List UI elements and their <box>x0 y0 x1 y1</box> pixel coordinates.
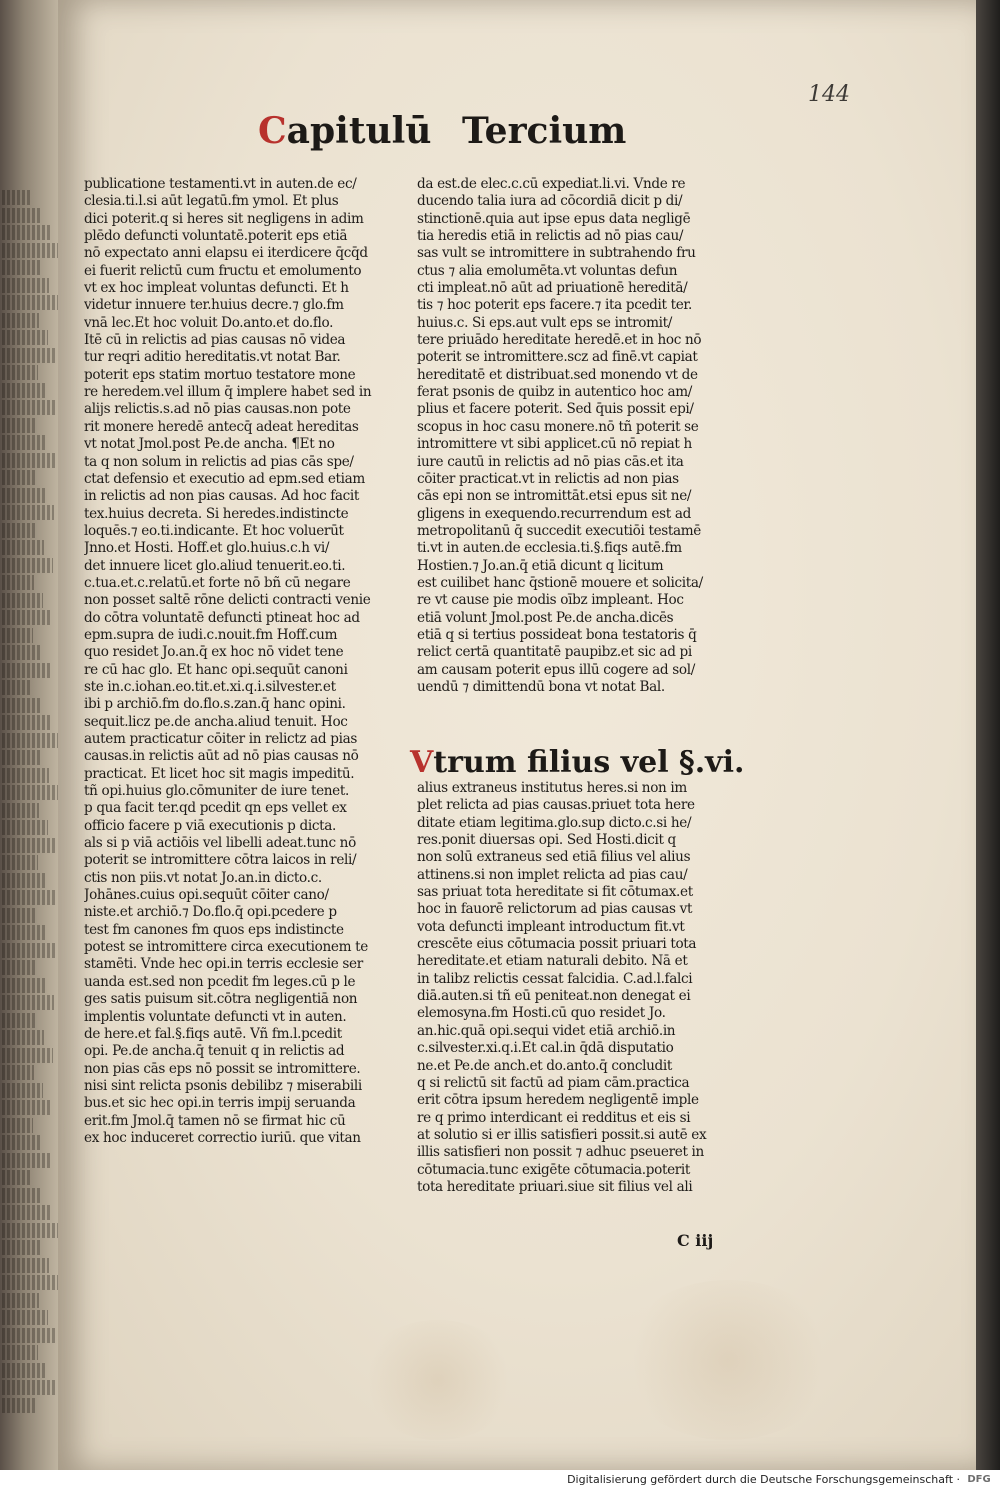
text-line: non solū extraneus sed etiā filius vel alius <box>417 849 691 866</box>
left-page-line <box>2 1118 33 1133</box>
text-line: re vt cause pie modis oībz impleant. Hoc <box>417 592 684 609</box>
text-line: Itē cū in relictis ad pias causas nō videa <box>84 332 346 349</box>
text-line: poterit se intromittere cōtra laicos in reli/ <box>84 852 357 869</box>
text-line: de here.et fal.§.fiqs autē. Vñ fm.l.pcedit <box>84 1025 342 1042</box>
folio-number: 144 <box>808 82 850 107</box>
text-line: ste in.c.iohan.eo.tit.et.xi.q.i.silvester.et <box>84 678 336 695</box>
text-line: c.silvester.xi.q.i.Et cal.in q̄dā disputatio <box>417 1040 674 1057</box>
text-line: stamēti. Vnde hec opi.in terris ecclesie ser <box>84 956 363 973</box>
text-line: clesia.ti.l.si aūt legatū.fm ymol. Et plus <box>84 193 339 210</box>
text-line: elemosyna.fm Hosti.cū quo residet Jo. <box>417 1005 666 1022</box>
left-page-line <box>2 1363 47 1378</box>
chapter-heading-right: Tercium <box>462 110 627 152</box>
left-page-line <box>2 1310 48 1325</box>
right-text-column-top <box>417 176 741 696</box>
text-line: cōtumacia.tunc exigēte cōtumacia.poterit <box>417 1161 691 1178</box>
text-line: cti impleat.nō aūt ad priuationē hereditā/ <box>417 280 688 297</box>
paper-stain <box>618 1280 838 1440</box>
left-page-line <box>2 663 51 678</box>
text-line: niste.et archiō.⁊ Do.flo.q̄ opi.pcedere p <box>84 904 337 921</box>
text-line: officio facere p viā executionis p dicta. <box>84 817 336 834</box>
text-line: est cuilibet hanc q̄stionē mouere et solicita/ <box>417 574 703 591</box>
left-page-line <box>2 1258 49 1273</box>
left-page-line <box>2 855 38 870</box>
left-page-line <box>2 943 55 958</box>
text-line: nō expectato anni elapsu ei iterdicere q̄cq̄d <box>84 245 368 262</box>
left-page-line <box>2 925 46 940</box>
text-line: opi. Pe.de ancha.q̄ tenuit q in relictis ad <box>84 1043 345 1060</box>
text-line: Johānes.cuius opi.sequūt cōiter cano/ <box>84 887 329 904</box>
chapter-heading-left-text: apitulū <box>286 110 432 152</box>
text-line: poterit eps statim mortuo testatore mone <box>84 366 356 383</box>
text-line: poterit se intromittere.scz ad finē.vt capiat <box>417 349 698 366</box>
text-line: sequit.licz pe.de ancha.aliud tenuit. Hoc <box>84 713 348 730</box>
text-line: hereditatē et distribuat.sed monendo vt de <box>417 366 698 383</box>
text-line: erit cōtra ipsum heredem negligentē imple <box>417 1092 699 1109</box>
left-page-line <box>2 715 50 730</box>
text-line: det innuere licet glo.aliud tenuerit.eo.ti. <box>84 557 346 574</box>
left-page-line <box>2 645 42 660</box>
left-page-line <box>2 575 34 590</box>
left-page-line <box>2 628 33 643</box>
left-page-line <box>2 225 50 240</box>
text-line: rit monere heredē antecq̄ adeat hereditas <box>84 418 359 435</box>
left-text-column <box>84 176 408 1147</box>
text-line: p qua facit ter.qd pcedit qn eps vellet ex <box>84 800 347 817</box>
text-line: ne.et Pe.de anch.et do.anto.q̄ concludit <box>417 1057 673 1074</box>
text-line: re q primo interdicant ei redditus et eis si <box>417 1109 691 1126</box>
left-page-line <box>2 1293 39 1308</box>
text-line: relict certā quantitatē paupibz.et sic ad pi <box>417 644 692 661</box>
left-page-line <box>2 523 35 538</box>
text-line: etiā volunt Jmol.post Pe.de ancha.dicēs <box>417 609 674 626</box>
text-line: sas vult se intromittere in subtrahendo fru <box>417 245 696 262</box>
text-line: cōiter practicat.vt in relictis ad non pias <box>417 470 679 487</box>
text-line: test fm canones fm quos eps indistincte <box>84 921 344 938</box>
left-page-line <box>2 890 56 905</box>
text-line: intromittere vt sibi applicet.cū nō repiat h <box>417 436 692 453</box>
section-heading-text: trum filius vel §.vi. <box>433 745 745 780</box>
left-page-line <box>2 680 32 695</box>
left-page-line <box>2 1188 41 1203</box>
left-page-line <box>2 1083 43 1098</box>
text-line: an.hic.quā opi.sequi videt etiā archiō.in <box>417 1022 676 1039</box>
text-line: ibi p archiō.fm do.flo.s.zan.q̄ hanc opini. <box>84 696 346 713</box>
left-page-line <box>2 400 56 415</box>
left-page-line <box>2 1205 50 1220</box>
text-line: re cū hac glo. Et hanc opi.sequūt canoni <box>84 661 348 678</box>
text-line: uanda est.sed non pcedit fm leges.cū p le <box>84 973 356 990</box>
left-page-line <box>2 1380 56 1395</box>
left-page-line <box>2 1345 38 1360</box>
left-page-line <box>2 330 48 345</box>
left-page-line <box>2 208 41 223</box>
left-page-line <box>2 190 32 205</box>
left-page-line <box>2 1328 57 1343</box>
left-page-line <box>2 1100 52 1115</box>
text-line: nisi sint relicta psonis debilibz ⁊ miserabili <box>84 1077 362 1094</box>
text-line: practicat. Et licet hoc sit magis impeditū. <box>84 765 355 782</box>
text-line: tur reqri aditio hereditatis.vt notat Bar. <box>84 349 341 366</box>
left-page-line <box>2 418 37 433</box>
text-line: ti.vt in auten.de ecclesia.ti.§.fiqs autē.fm <box>417 540 682 557</box>
text-line: iure cautū in relictis ad nō pias cās.et ita <box>417 453 684 470</box>
text-line: da est.de elec.c.cū expediat.li.vi. Vnde re <box>417 176 686 192</box>
text-line: plius et facere poterit. Sed q̄uis possit epi/ <box>417 401 694 418</box>
text-line: tota hereditate priuari.siue sit filius vel ali <box>417 1178 693 1195</box>
text-line: epm.supra de iudi.c.nouit.fm Hoff.cum <box>84 626 338 643</box>
text-line: non pias cās eps nō possit se intromittere. <box>84 1060 361 1077</box>
text-line: tis ⁊ hoc poterit eps facere.⁊ ita pcedit ter. <box>417 297 693 314</box>
left-page-line <box>2 383 47 398</box>
text-line: ctis non piis.vt notat Jo.an.in dicto.c. <box>84 869 322 886</box>
text-line: tia heredis etiā in relictis ad nō pias cau/ <box>417 228 684 245</box>
left-page-line <box>2 803 39 818</box>
left-page-line <box>2 1013 35 1028</box>
left-page-line <box>2 1048 53 1063</box>
left-page-line <box>2 785 58 800</box>
left-page-line <box>2 295 58 310</box>
left-page-line <box>2 278 49 293</box>
page-edge-shadow <box>976 0 1000 1470</box>
left-page-line <box>2 1065 34 1080</box>
left-page-line <box>2 995 54 1010</box>
text-line: non posset saltē rōne delicti contracti venie <box>84 592 371 609</box>
left-page-line <box>2 365 38 380</box>
left-page-line <box>2 540 44 555</box>
text-line: implentis voluntate defuncti vt in auten. <box>84 1008 347 1025</box>
text-line: attinens.si non implet relicta ad pias cau/ <box>417 866 688 883</box>
text-line: scopus in hoc casu monere.nō tñ poterit se <box>417 418 699 435</box>
text-line: gligens in exequendo.recurrendum est ad <box>417 505 691 522</box>
text-line: plēdo defuncti voluntatē.poterit eps etiā <box>84 228 348 245</box>
text-line: publicatione testamenti.vt in auten.de ec/ <box>84 176 357 192</box>
text-line: causas.in relictis aūt ad nō pias causas nō <box>84 748 359 765</box>
section-heading <box>410 745 744 780</box>
left-page-line <box>2 453 55 468</box>
left-page-line <box>2 470 36 485</box>
text-line: ei fuerit relictū cum fructu et emolumento <box>84 262 362 279</box>
text-line: vota defuncti impleant introductum fit.vt <box>417 918 685 935</box>
text-line: autem practicatur cōiter in relictz ad pias <box>84 731 357 747</box>
left-page-line <box>2 698 41 713</box>
text-line: tñ opi.huius glo.cōmuniter de iure tenet. <box>84 783 349 800</box>
text-line: ctat defensio et executio ad epm.sed etiam <box>84 470 365 487</box>
left-page-line <box>2 750 40 765</box>
text-line: hereditate.et etiam naturali debito. Nā et <box>417 953 688 970</box>
text-line: diā.auten.si tñ eū peniteat.non denegat ei <box>417 988 691 1005</box>
left-page-line <box>2 838 57 853</box>
text-line: vt notat Jmol.post Pe.de ancha. ¶Et no <box>84 436 335 453</box>
text-line: re heredem.vel illum q̄ implere habet sed in <box>84 384 372 401</box>
footer-bar <box>0 1470 1000 1491</box>
left-page-line <box>2 313 39 328</box>
text-line: ducendo talia iura ad cōcordiā dicit p di/ <box>417 193 683 210</box>
left-page-line <box>2 1275 58 1290</box>
text-line: cās epi non se intromittāt.etsi epus sit ne/ <box>417 488 692 505</box>
left-page-line <box>2 435 46 450</box>
left-page-line <box>2 960 36 975</box>
text-line: stinctionē.quia aut ipse epus data negligē <box>417 210 691 227</box>
text-line: in talibz relictis cessat falcidia. C.ad.l.falci <box>417 970 693 987</box>
left-page-line <box>2 1223 59 1238</box>
left-page-line <box>2 1398 37 1413</box>
text-line: res.ponit diuersas opi. Sed Hosti.dicit q <box>417 832 676 849</box>
text-line: ditate etiam legitima.glo.sup dicto.c.si he/ <box>417 814 692 831</box>
text-line: vnā lec.Et hoc voluit Do.anto.et do.flo. <box>84 314 334 331</box>
left-page-line <box>2 593 43 608</box>
rubric-initial: V <box>410 745 434 780</box>
text-line: ferat psonis de quibz in autentico hoc am/ <box>417 384 693 401</box>
text-line: hoc in fauorē relictorum ad pias causas vt <box>417 901 693 918</box>
text-line: alijs relictis.s.ad nō pias causas.non pote <box>84 401 351 418</box>
text-line: bus.et sic hec opi.in terris impij seruanda <box>84 1095 356 1112</box>
left-page-line <box>2 610 52 625</box>
left-page-line <box>2 768 49 783</box>
chapter-heading-left <box>258 110 431 152</box>
right-text-column-bottom <box>417 780 741 1196</box>
text-line: crescēte eius cōtumacia possit priuari tota <box>417 936 697 953</box>
rubric-initial: C <box>258 110 287 152</box>
text-line: tere priuādo hereditate heredē.et in hoc nō <box>417 332 702 349</box>
text-line: alius extraneus institutus heres.si non im <box>417 780 687 796</box>
text-line: Jnno.et Hosti. Hoff.et glo.huius.c.h vi/ <box>84 540 330 557</box>
text-line: uendū ⁊ dimittendū bona vt notat Bal. <box>417 678 665 695</box>
left-page-line <box>2 908 37 923</box>
text-line: ges satis puisum sit.cōtra negligentiā non <box>84 991 358 1008</box>
text-line: erit.fm Jmol.q̄ tamen nō se firmat hic cū <box>84 1112 346 1129</box>
text-line: etiā q si tertius possideat bona testatoris q̄ <box>417 626 697 643</box>
text-line: quo residet Jo.an.q̄ ex hoc nō videt tene <box>84 644 344 661</box>
paper-stain <box>358 1320 518 1440</box>
text-line: metropolitanū q̄ succedit executiōi testamē <box>417 522 701 539</box>
left-page-line <box>2 488 45 503</box>
text-line: at solutio si er illis satisfieri possit.si autē ex <box>417 1126 707 1143</box>
left-page-line <box>2 1030 44 1045</box>
left-page-text-fragment <box>0 0 62 1420</box>
text-line: als si p viā actiōis vel libelli adeat.tunc nō <box>84 835 356 852</box>
left-page-line <box>2 558 53 573</box>
left-page-line <box>2 348 57 363</box>
left-page-line <box>2 873 47 888</box>
text-line: dici poterit.q si heres sit negligens in adim <box>84 210 364 227</box>
left-page-line <box>2 820 48 835</box>
text-line: do cōtra voluntatē defuncti ptineat hoc ad <box>84 609 360 626</box>
text-line: ctus ⁊ alia emolumēta.vt voluntas defun <box>417 262 678 279</box>
left-page-line <box>2 1170 32 1185</box>
text-line: videtur innuere ter.huius decre.⁊ glo.fm <box>84 297 344 314</box>
signature-mark: C iij <box>677 1231 714 1250</box>
left-page-line <box>2 1153 51 1168</box>
left-page-line <box>2 505 54 520</box>
text-line: sas priuat tota hereditate si fit cōtumax.et <box>417 884 693 901</box>
text-line: ta q non solum in relictis ad pias cās spe/ <box>84 453 354 470</box>
text-line: vt ex hoc impleat voluntas defuncti. Et h <box>84 280 349 297</box>
text-line: q si relictū sit factū ad piam cām.practica <box>417 1074 690 1091</box>
left-page-line <box>2 243 59 258</box>
text-line: ex hoc induceret correctio iuriū. que vitan <box>84 1129 361 1146</box>
left-page-line <box>2 978 45 993</box>
dfg-logo: DFG <box>967 1474 991 1485</box>
left-page-line <box>2 1240 40 1255</box>
text-line: potest se intromittere circa executionem te <box>84 939 368 956</box>
left-page-line <box>2 260 40 275</box>
text-line: c.tua.et.c.relatū.et forte nō bñ cū negare <box>84 574 351 591</box>
text-line: loquēs.⁊ eo.ti.indicante. Et hoc voluerūt <box>84 522 344 539</box>
footer-credit: Digitalisierung gefördert durch die Deutsche Forschungsgemeinschaft · <box>567 1473 960 1486</box>
text-line: plet relicta ad pias causas.priuet tota here <box>417 797 695 814</box>
left-page-line <box>2 1135 42 1150</box>
left-page-line <box>2 733 59 748</box>
text-line: huius.c. Si eps.aut vult eps se intromit/ <box>417 314 672 331</box>
text-line: tex.huius decreta. Si heredes.indistincte <box>84 505 349 522</box>
text-line: in relictis ad non pias causas. Ad hoc facit <box>84 488 360 505</box>
text-line: Hostien.⁊ Jo.an.q̄ etiā dicunt q licitum <box>417 557 664 574</box>
text-line: illis satisfieri non possit ⁊ adhuc pseueret in <box>417 1144 704 1161</box>
text-line: am causam poterit epus illū cogere ad sol/ <box>417 661 695 678</box>
